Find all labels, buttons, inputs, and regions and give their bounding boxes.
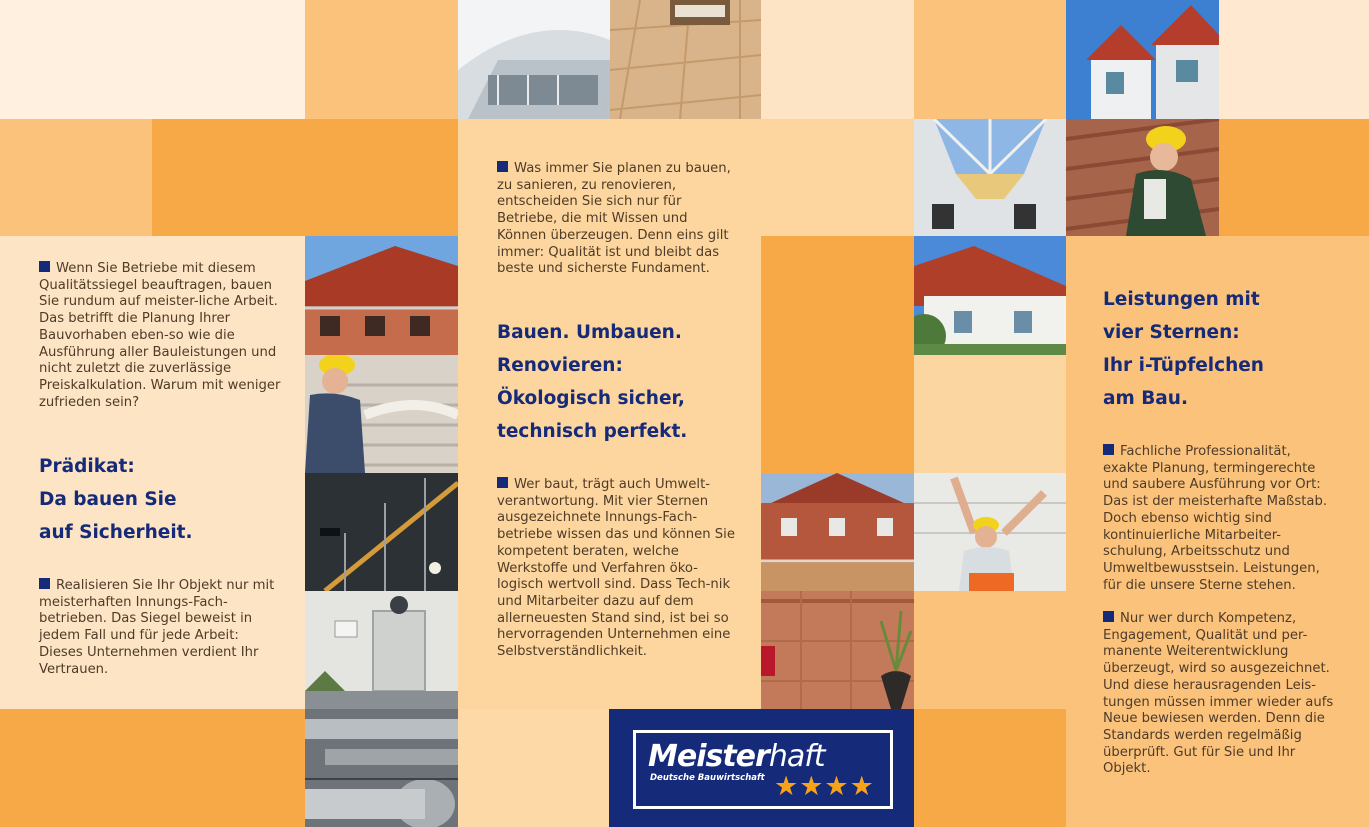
column1-intro-paragraph	[39, 261, 284, 411]
bg-tile	[458, 709, 609, 827]
bg-tile	[761, 0, 914, 119]
photo-house-gable	[1066, 0, 1219, 119]
bg-tile	[0, 709, 305, 827]
bg-tile	[914, 0, 1067, 119]
column1-heading-line: Da bauen Sie	[39, 489, 177, 510]
column2-second-text: Wer baut, trägt auch Umwelt-verantwortung. Mit vier Sternen ausgezeichnete Innungs-Fach-betriebe wissen das und können Sie kompetent beraten, welche Werkstoffe und Verfahren öko-logisch wertvoll sind. Dass Tech-nik und Mitarbeiter dazu auf dem allerneuesten Stand sind, ist bei so hervorragenden Unternehmen eine Selbstverständlichkeit.	[497, 477, 735, 660]
bg-tile	[1219, 119, 1369, 236]
column3-heading-line: am Bau.	[1103, 388, 1188, 409]
column1-heading-line: auf Sicherheit.	[39, 522, 193, 543]
column3-heading-line: vier Sternen:	[1103, 322, 1240, 343]
bullet-square-icon	[39, 578, 50, 589]
photo-wall-tiles	[761, 591, 914, 709]
bg-tile	[0, 0, 305, 119]
column3-heading	[1103, 283, 1343, 415]
photo-house-front	[761, 473, 914, 591]
bullet-square-icon	[497, 477, 508, 488]
column1-second-paragraph	[39, 578, 284, 678]
column3-heading-line: Ihr i-Tüpfelchen	[1103, 355, 1264, 376]
bg-tile	[914, 355, 1066, 473]
photo-tiled-floor	[610, 0, 761, 119]
photo-house-exterior	[305, 236, 458, 355]
bg-tile	[1219, 0, 1369, 119]
column2-intro-text: Was immer Sie planen zu bauen, zu sanieren, zu renovieren, entscheiden Sie sich nur für Betriebe, die mit Wissen und Können überzeugen. Denn eins gilt immer: Qualität ist und bleibt das beste und sicherste Fundament.	[497, 161, 731, 277]
column2-heading-line: technisch perfekt.	[497, 421, 688, 442]
photo-roofer-helmet	[1066, 119, 1219, 236]
four-stars-icon: ★★★★	[774, 771, 875, 802]
photo-bricklayer	[305, 355, 458, 473]
column2-heading-line: Renovieren:	[497, 355, 623, 376]
photo-skylight	[914, 119, 1066, 236]
column2-second-paragraph	[497, 477, 742, 661]
column1-heading	[39, 450, 279, 549]
logo-subtitle: Deutsche Bauwirtschaft	[650, 773, 765, 783]
column3-intro-paragraph	[1103, 444, 1338, 594]
photo-stair-railing	[305, 473, 458, 591]
bullet-square-icon	[497, 161, 508, 172]
logo-wordmark	[648, 739, 825, 774]
bg-tile	[152, 119, 458, 236]
column1-second-text: Realisieren Sie Ihr Objekt nur mit meisterhaften Innungs-Fach-betrieben. Das Siegel beweist in jedem Fall und für jede Arbeit: Dieses Unternehmen verdient Ihr Vertrauen.	[39, 578, 275, 677]
bg-tile	[914, 709, 1066, 827]
photo-house-white	[914, 236, 1066, 355]
column2-heading-line: Bauen. Umbauen.	[497, 322, 682, 343]
column1-intro-text: Wenn Sie Betriebe mit diesem Qualitätssiegel beauftragen, bauen Sie rundum auf meister-liche Arbeit. Das betrifft die Planung Ihrer Bauvorhaben eben-so wie die Ausführung aller Bauleistungen und nicht zuletzt die zuverlässige Preiskalkulation. Warum mit weniger zufrieden sein?	[39, 261, 281, 410]
bg-tile	[761, 236, 914, 473]
column2-heading	[497, 316, 747, 448]
column3-intro-text: Fachliche Professionalität, exakte Planung, termingerechte und saubere Ausführung vor Ort: Das ist der meisterhafte Maßstab. Doch ebenso wichtig sind kontinuierliche Mitarbeiter-schulung, Arbeitsschutz und Umweltbewusstsein. Leistungen, für die unsere Sterne stehen.	[1103, 444, 1328, 593]
bullet-square-icon	[39, 261, 50, 272]
bg-tile	[305, 0, 458, 119]
bg-tile	[914, 591, 1066, 709]
photo-hall-interior	[458, 0, 610, 119]
meisterhaft-logo	[609, 709, 914, 827]
column3-second-paragraph	[1103, 611, 1338, 778]
column3-heading-line: Leistungen mit	[1103, 289, 1260, 310]
photo-ceiling-worker	[914, 473, 1066, 591]
bullet-square-icon	[1103, 444, 1114, 455]
logo-word-bold: Meister	[648, 739, 769, 774]
column2-heading-line: Ökologisch sicher,	[497, 388, 685, 409]
photo-pipes	[305, 709, 458, 827]
photo-door	[305, 591, 458, 709]
bullet-square-icon	[1103, 611, 1114, 622]
bg-tile	[0, 119, 152, 236]
logo-frame	[633, 730, 893, 809]
column3-second-text: Nur wer durch Kompetenz, Engagement, Qualität und per-manente Weiterentwicklung überzeugt, wird so ausgezeichnet. Und diese herausragenden Leis-tungen müssen immer wieder aufs Neue bewiesen werden. Denn die Standards werden regelmäßig überprüft. Gut für Sie und Ihr Objekt.	[1103, 611, 1334, 777]
column2-intro-paragraph	[497, 161, 737, 278]
column1-heading-line: Prädikat:	[39, 456, 135, 477]
logo-word-light: haft	[768, 739, 825, 774]
